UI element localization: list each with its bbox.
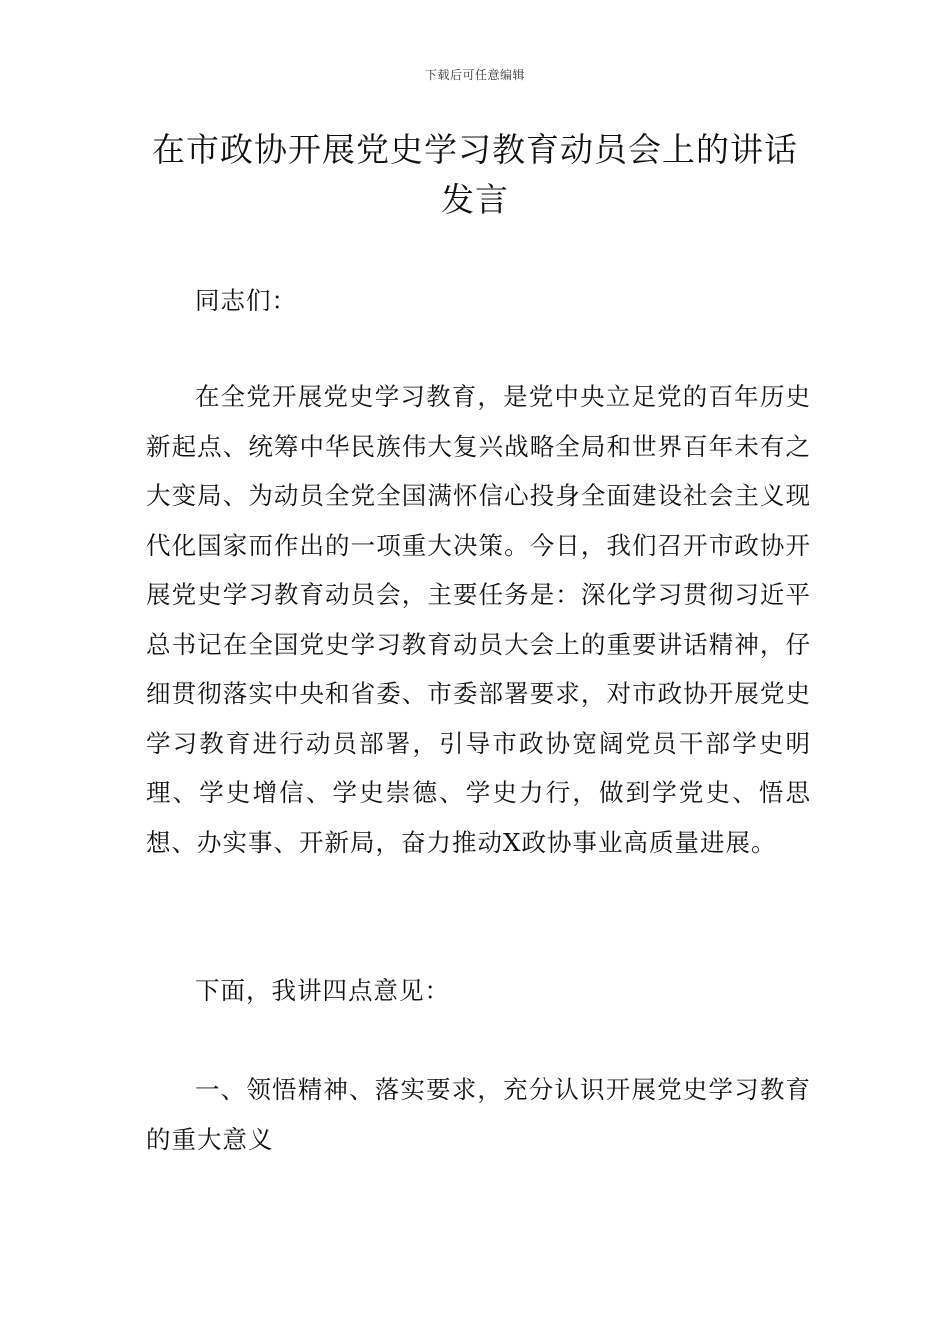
section-heading-1: 一、领悟精神、落实要求，充分认识开展党史学习教育的重大意义 xyxy=(146,1075,811,1154)
header-note: 下载后可任意编辑 xyxy=(424,68,525,82)
body-paragraph: 在全党开展党史学习教育，是党中央立足党的百年历史新起点、统筹中华民族伟大复兴战略全局和世界百年未有之大变局、为动员全党全国满怀信心投身全面建设社会主义现代化国家而作出的一项重大决策。今日，我们召开市政协开展党史学习教育动员会，主要任务是：深化学习贯彻习近平总书记在全国党史学习教育动员大会上的重要讲话精神，仔细贯彻落实中央和省委、市委部署要求，对市政协开展党史学习教育进行动员部署，引导市政协宽阔党员干部学史明理、学史增信、学史崇德、学史力行，做到学党史、悟思想、办实事、开新局，奋力推动X政协事业高质量进展。 xyxy=(146,382,811,857)
document-title: 在市政协开展党史学习教育动员会上的讲话发言 xyxy=(152,130,798,219)
greeting-paragraph: 同志们： xyxy=(195,286,297,315)
intro-paragraph: 下面，我讲四点意见： xyxy=(195,976,450,1005)
